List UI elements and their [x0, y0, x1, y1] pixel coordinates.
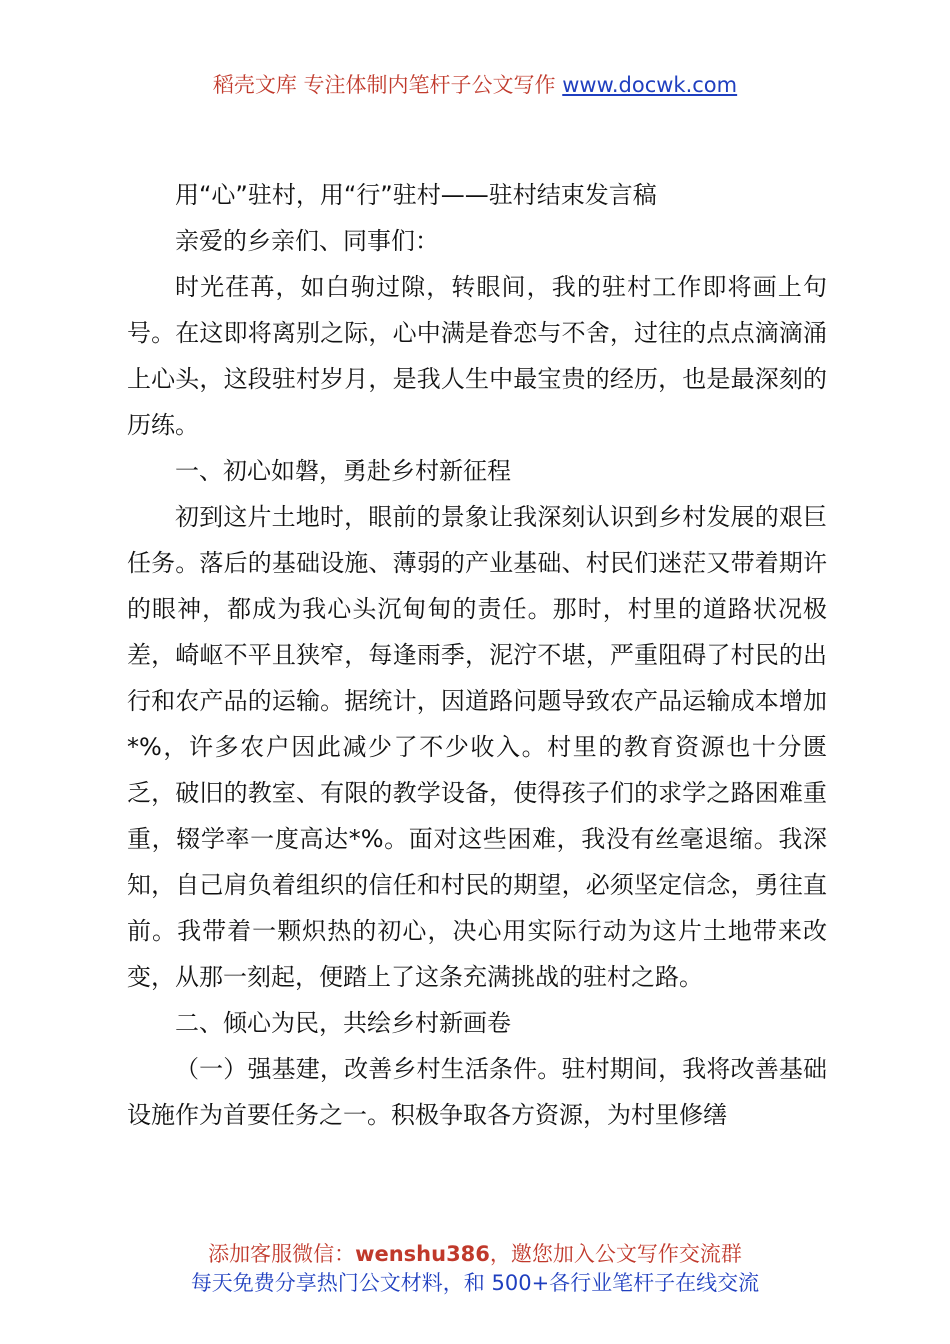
footer-contact-suffix: ，邀您加入公文写作交流群: [489, 1242, 742, 1266]
section-heading: 一、初心如磐，勇赴乡村新征程: [175, 457, 511, 485]
paragraph: 初到这片土地时，眼前的景象让我深刻认识到乡村发展的艰巨任务。落后的基础设施、薄弱的产业基础、村民们迷茫又带着期许的眼神，都成为我心头沉甸甸的责任。那时，村里的道路状况极差，崎岖不平且狭窄，每逢雨季，泥泞不堪，严重阻碍了村民的出行和农产品的运输。据统计，因道路问题导致农产品运输成本增加*%，许多农户因此减少了不少收入。村里的教育资源也十分匮乏，破旧的教室、有限的教学设备，使得孩子们的求学之路困难重重，辍学率一度高达*%。面对这些困难，我没有丝毫退缩。我深知，自己肩负着组织的信任和村民的期望，必须坚定信念，勇往直前。我带着一颗炽热的初心，决心用实际行动为这片土地带来改变，从那一刻起，便踏上了这条充满挑战的驻村之路。: [127, 503, 827, 991]
document-salutation: 亲爱的乡亲们、同事们：: [175, 227, 439, 255]
header-site-link[interactable]: www.docwk.com: [562, 73, 738, 97]
paragraph: （一）强基建，改善乡村生活条件。驻村期间，我将改善基础设施作为首要任务之一。积极争取各方资源，为村里修缮: [127, 1055, 827, 1129]
section-heading: 二、倾心为民，共绘乡村新画卷: [175, 1009, 511, 1037]
paragraph: 时光荏苒，如白驹过隙，转眼间，我的驻村工作即将画上句号。在这即将离别之际，心中满是眷恋与不舍，过往的点点滴滴涌上心头，这段驻村岁月，是我人生中最宝贵的经历，也是最深刻的历练。: [127, 273, 827, 439]
footer-promo-line: 每天免费分享热门公文材料，和 500+各行业笔杆子在线交流: [190, 1271, 760, 1295]
header-brand: 稻壳文库 专注体制内笔杆子公文写作: [212, 73, 556, 97]
footer-contact-line: [0, 1240, 950, 1269]
page-footer: [0, 1240, 950, 1298]
page-header: [0, 70, 950, 100]
document-body: [127, 172, 827, 1138]
footer-wechat-id: wenshu386: [355, 1242, 490, 1266]
footer-contact-prefix: 添加客服微信：: [208, 1242, 356, 1266]
document-title: 用“心”驻村，用“行”驻村——驻村结束发言稿: [175, 181, 657, 209]
